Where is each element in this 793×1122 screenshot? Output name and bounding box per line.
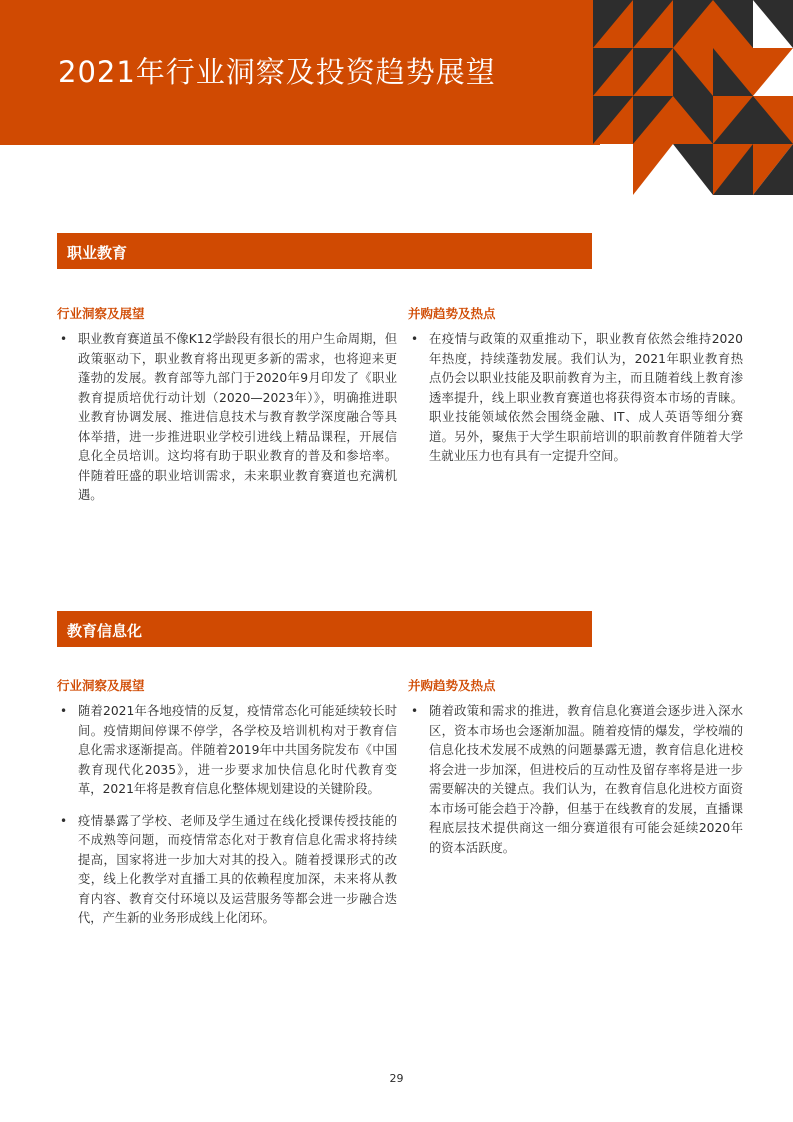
industry-insight-heading: 行业洞察及展望 xyxy=(57,306,145,321)
ma-trends-heading: 并购趋势及热点 xyxy=(408,678,496,693)
section-header-education-informatization: 教育信息化 xyxy=(57,611,592,647)
bullet-list xyxy=(57,330,397,506)
list-item xyxy=(408,702,743,858)
bullet-icon: • xyxy=(60,704,68,718)
list-item xyxy=(57,812,397,929)
list-item xyxy=(408,330,743,467)
section-2-right-column xyxy=(408,676,743,870)
bullet-list xyxy=(408,702,743,858)
ma-trends-heading: 并购趋势及热点 xyxy=(408,306,496,321)
bullet-text: 职业教育赛道虽不像K12学龄段有很长的用户生命周期，但政策驱动下，职业教育将出现更多新的需求，也将迎来更蓬勃的发展。教育部等九部门于2020年9月印发了《职业教育提质培优行动计划（2020—2023年）》，明确推进职业教育协调发展、推进信息技术与教育教学深度融合等具体举措，进一步推进职业学校引进线上精品课程，开展信息化全员培训。这均将有助于职业教育的普及和参培率。伴随着旺盛的职业培训需求，未来职业教育赛道也充满机遇。 xyxy=(78,332,397,502)
list-item xyxy=(57,330,397,506)
bullet-text: 随着政策和需求的推进，教育信息化赛道会逐步进入深水区，资本市场也会逐渐加温。随着疫情的爆发，学校端的信息化技术发展不成熟的问题暴露无遗，教育信息化进校将会进一步加深，但进校后的互动性及留存率将是进一步需要解决的关键点。我们认为，在教育信息化进校方面资本市场可能会趋于冷静，但基于在线教育的发展，直播课程底层技术提供商这一细分赛道很有可能会延续2020年的资本活跃度。 xyxy=(429,704,743,855)
section-header-vocational-education: 职业教育 xyxy=(57,233,592,269)
section-2-left-column xyxy=(57,676,397,941)
bullet-icon: • xyxy=(411,332,419,346)
bullet-text: 疫情暴露了学校、老师及学生通过在线化授课传授技能的不成熟等问题，而疫情常态化对于教育信息化需求将持续提高，国家将进一步加大对其的投入。随着授课形式的改变，线上化教学对直播工具的依赖程度加深，未来将从教育内容、教育交付环境以及运营服务等都会进一步融合迭代，产生新的业务形成线上化闭环。 xyxy=(78,813,397,925)
bullet-list xyxy=(57,702,397,929)
page-number: 29 xyxy=(389,1072,404,1085)
bullet-text: 随着2021年各地疫情的反复，疫情常态化可能延续较长时间。疫情期间停课不停学，各学校及培训机构对于教育信息化需求逐渐提高。伴随着2019年中共国务院发布《中国教育现代化2035》，进一步要求加快信息化时代教育变革，2021年将是教育信息化整体规划建设的关键阶段。 xyxy=(78,704,397,796)
industry-insight-heading: 行业洞察及展望 xyxy=(57,678,145,693)
bullet-list xyxy=(408,330,743,467)
section-1-left-column xyxy=(57,304,397,518)
bullet-icon: • xyxy=(60,332,68,346)
section-1-right-column xyxy=(408,304,743,479)
bullet-icon: • xyxy=(60,813,68,828)
list-item xyxy=(57,702,397,800)
corner-triangle-pattern xyxy=(593,0,793,195)
bullet-icon: • xyxy=(411,704,419,718)
bullet-text: 在疫情与政策的双重推动下，职业教育依然会维持2020年热度，持续蓬勃发展。我们认为，2021年职业教育热点仍会以职业技能及职前教育为主，而且随着线上教育渗透率提升，线上职业教育赛道也将获得资本市场的青睐。职业技能领域依然会围绕金融、IT、成人英语等细分赛道。另外，聚焦于大学生职前培训的职前教育伴随着大学生就业压力也有具有一定提升空间。 xyxy=(429,332,743,463)
page-title: 2021年行业洞察及投资趋势展望 xyxy=(58,55,496,89)
